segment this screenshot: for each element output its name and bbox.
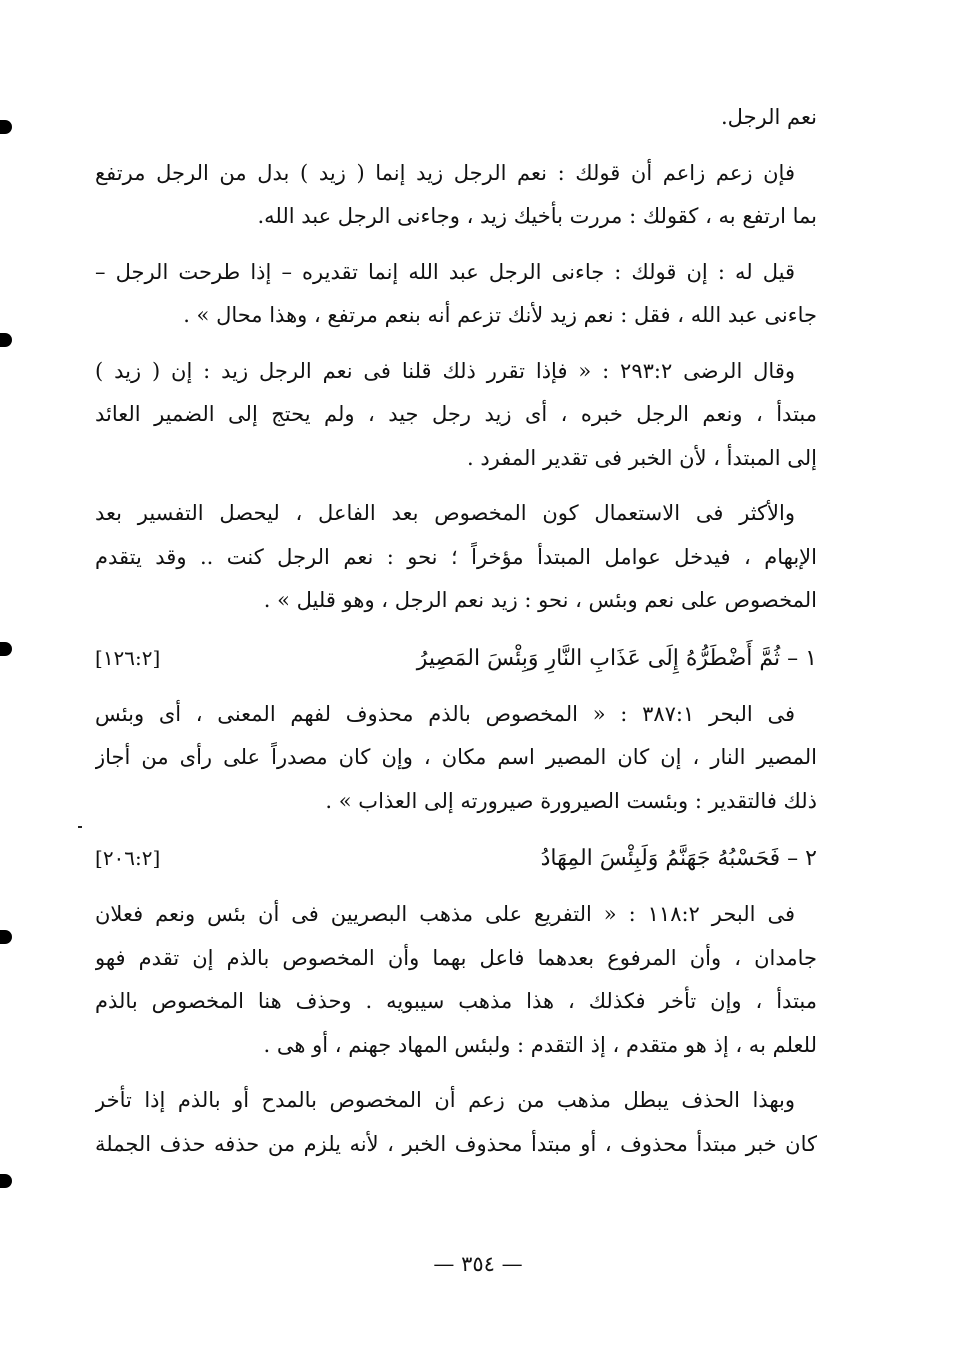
scan-edge-mark (0, 642, 12, 656)
verse-text: ٢ – فَحَسْبُهُ جَهَنَّمُ وَلَبِئْسَ المِهَادُ (540, 846, 817, 872)
paragraph (95, 1079, 817, 1166)
text-line: مبتدأ ، وإن تأخر فكذلك ، هذا مذهب سيبويه . وحذف هنا المخصوص بالذم (95, 989, 817, 1013)
text-line: المخصوص على نعم وبئس ، نحو : زيد نعم الرجل ، وهو قليل » . (263, 588, 817, 612)
text-line: مبتدأ ، ونعم الرجل خبره ، أى زيد رجل جيد ، ولم يحتج إلى الضمير العائد (95, 402, 817, 426)
paragraph (95, 893, 817, 1067)
scan-edge-mark (0, 1174, 12, 1188)
paragraph (95, 492, 817, 623)
scan-edge-mark (0, 120, 12, 134)
scan-speck (78, 826, 82, 828)
verse-text: ١ – ثُمَّ أَضْطَرُّهُ إِلَى عَذَابِ النَّارِ وَبِئْسَ المَصِيرُ (416, 645, 817, 671)
text-line: والأكثر فى الاستعمال كون المخصوص بعد الفاعل ، ليحصل التفسير بعد (95, 501, 795, 525)
text-line: بما ارتفع به ، كقولك : مررت بأخيك زيد ، وجاءنى الرجل عبد الله. (257, 204, 817, 228)
scan-edge-mark (0, 333, 12, 347)
text-line: للعلم به ، إذ هو متقدم ، إذ التقدم : ولبئس المهاد جهنم ، أو هى . (263, 1032, 817, 1057)
text-line: إلى المبتدأ ، لأن الخبر فى تقدير المفرد . (466, 445, 817, 470)
paragraph (95, 96, 817, 140)
text-line: المصير النار ، إن كان المصير اسم مكان ، وإن كان مصدراً على رأى من أجاز (95, 745, 817, 769)
paragraph (95, 152, 817, 239)
text-line: نعم الرجل. (720, 105, 817, 129)
text-line: ذلك فالتقدير : وبئست الصيرورة صيرورته إلى العذاب » . (325, 788, 817, 813)
verse-reference: [١٢٦:٢] (95, 645, 161, 670)
paragraph (95, 693, 817, 824)
quran-verse (95, 835, 817, 883)
text-line: الإبهام ، فيدخل عوامل المبتدأ مؤخراً ؛ نحو : نعم الرجل كنت .. وقد يتقدم (95, 544, 817, 569)
paragraph (95, 251, 817, 338)
text-line: فى البحر ٣٨٧:١ : « المخصوص بالذم محذوف لفهم المعنى ، أى وبئس (95, 701, 795, 726)
text-line: فإن زعم زاعم أن قولك : نعم الرجل زيد إنما ( زيد ) بدل من الرجل مرتفع (95, 160, 795, 185)
verse-reference: [٢٠٦:٢] (95, 846, 161, 871)
text-line: فى البحر ١١٨:٢ : « التفريع على مذهب البصريين فى أن بئس ونعم فعلان (95, 902, 795, 926)
scan-edge-mark (0, 930, 12, 944)
text-line: وقال الرضى ٢٩٣:٢ : « فإذا تقرر ذلك قلنا فى نعم الرجل زيد : إن ( زيد ) (95, 358, 795, 383)
text-line: جاءنى عبد الله ، فقل : نعم زيد لأنك تزعم أنه بنعم مرتفع ، وهذا محال » . (183, 303, 817, 327)
paragraph (95, 350, 817, 481)
page-body (95, 96, 817, 1178)
text-line: قيل له : إن قولك : جاءنى الرجل عبد الله إنما تقديره – إذا طرحت الرجل – (95, 259, 795, 284)
quran-verse (95, 635, 817, 683)
text-line: جامدان ، وأن المرفوع بعدهما فاعل بهما وأن المخصوص بالذم إن تقدم فهو (95, 945, 817, 970)
text-line: وبهذا الحذف يبطل مذهب من زعم أن المخصوص بالمدح أو بالذم إذا تأخر (95, 1088, 795, 1112)
text-line: كان خبر مبتدأ محذوف ، أو مبتدأ محذوف الخبر ، لأنه يلزم من حذفه حذف الجملة (95, 1131, 817, 1156)
page-number: — ٣٥٤ — (433, 1252, 523, 1276)
